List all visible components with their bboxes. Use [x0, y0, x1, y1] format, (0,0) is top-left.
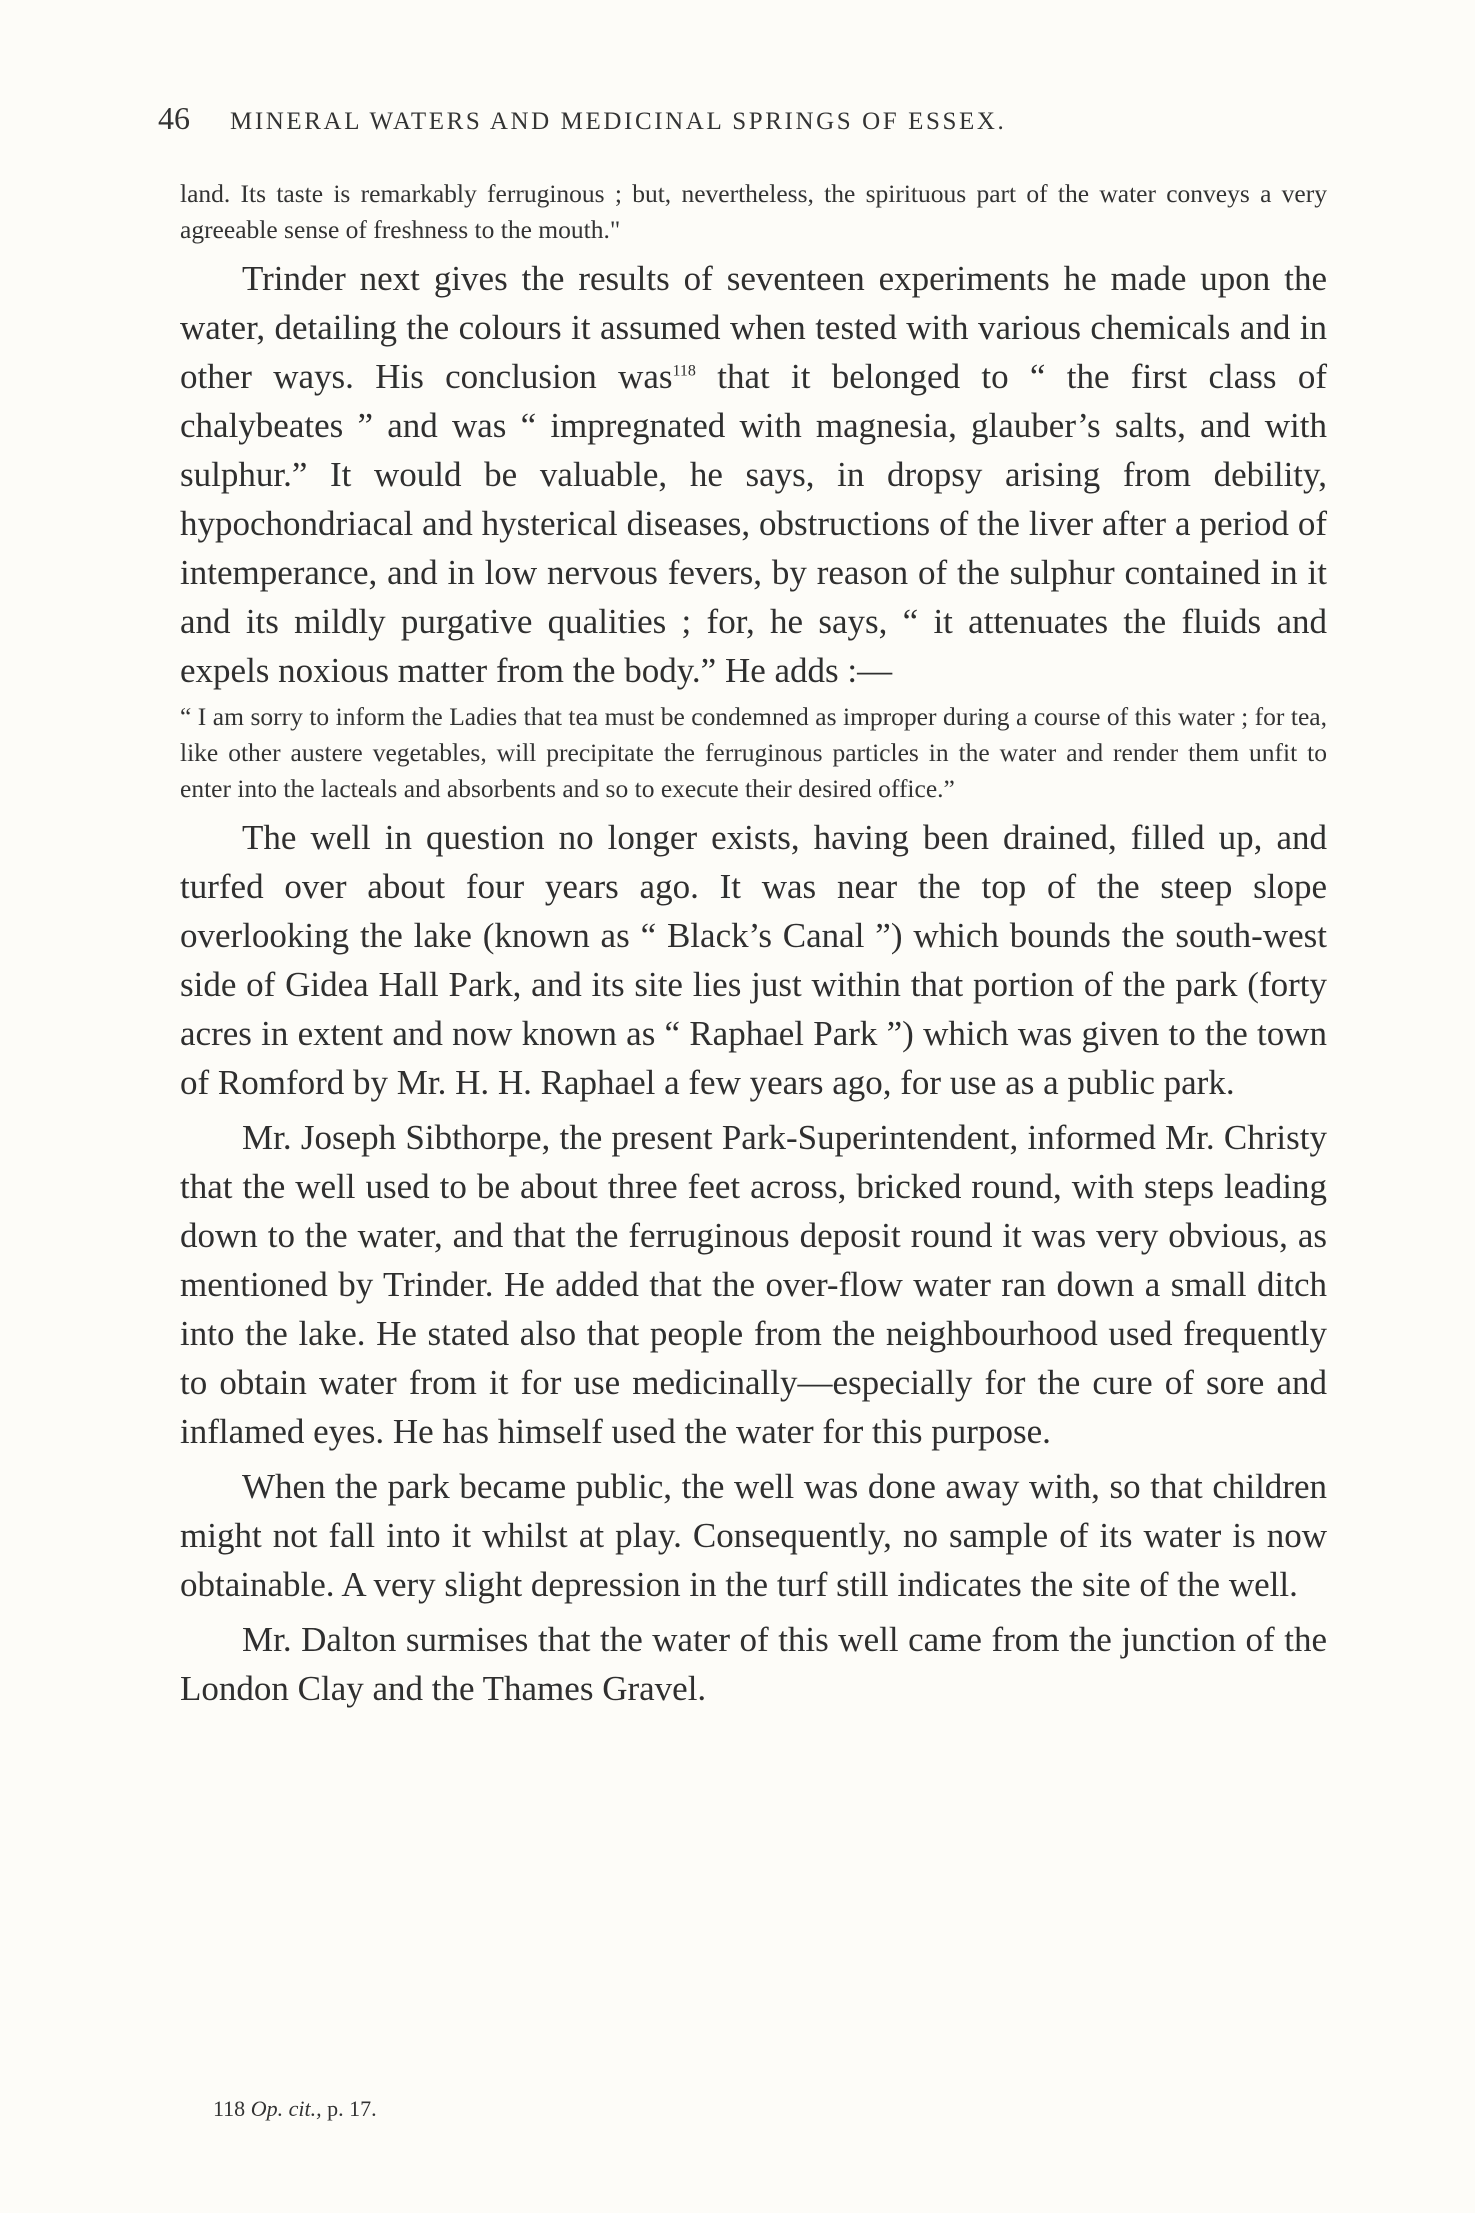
paragraph-sibthorpe: Mr. Joseph Sibthorpe, the present Park-Superintendent, informed Mr. Christy that the well used to be about three feet across, bricked round, with steps leading down to the water, and that the ferruginous deposit round it was very obvious, as mentioned by Trinder. He added that the over-flow water ran down a small ditch into the lake. He stated also that people from the neighbourhood used frequently to obtain water from it for use medicinally—especially for the cure of sore and inflamed eyes. He has himself used the water for this purpose.: [180, 1118, 1327, 1451]
paragraph-trinder-experiments: [180, 254, 1327, 695]
running-header: [158, 100, 1228, 137]
footnote-page: p. 17.: [327, 2096, 377, 2121]
footnote-source: Op. cit.,: [250, 2096, 322, 2121]
paragraph-text: Trinder next gives the results of seventeen experiments he made upon the water, detailing the colours it assumed when tested with various chemicals and in other ways. His conclusion was: [180, 259, 1327, 396]
continued-quote: land. Its taste is remarkably ferruginous ; but, nevertheless, the spirituous part of the water conveys a very agreeable sense of freshness to the mouth.": [180, 179, 1327, 244]
footnote-ref: 118: [672, 362, 696, 380]
block-quote: “ I am sorry to inform the Ladies that tea must be condemned as improper during a course of this water ; for tea, like other austere vegetables, will precipitate the ferruginous particles in the water and render them unfit to enter into the lacteals and absorbents and so to execute their desired office.”: [180, 702, 1327, 803]
paragraph-text: that it belonged to “ the first class of chalybeates ” and was “ impregnated with magnesia, glauber’s salts, and with sulphur.” It would be valuable, he says, in dropsy arising from debility, hypochondriacal and hysterical diseases, obstructions of the liver after a period of intemperance, and in low nervous fevers, by reason of the sulphur contained in it and its mildly purgative qualities ; for, he says, “ it attenuates the fluids and expels noxious matter from the body.” He adds :—: [180, 357, 1327, 690]
page-body: [180, 176, 1327, 1713]
running-title: MINERAL WATERS AND MEDICINAL SPRINGS OF ESSEX.: [230, 108, 1007, 135]
paragraph-dalton: Mr. Dalton surmises that the water of this well came from the junction of the London Clay and the Thames Gravel.: [180, 1620, 1327, 1708]
paragraph-well-history: The well in question no longer exists, having been drained, filled up, and turfed over about four years ago. It was near the top of the steep slope overlooking the lake (known as “ Black’s Canal ”) which bounds the south-west side of Gidea Hall Park, and its site lies just within that portion of the park (forty acres in extent and now known as “ Raphael Park ”) which was given to the town of Romford by Mr. H. H. Raphael a few years ago, for use as a public park.: [180, 818, 1327, 1102]
footnote: [213, 2096, 377, 2122]
paragraph-park-public: When the park became public, the well was done away with, so that children might not fall into it whilst at play. Consequently, no sample of its water is now obtainable. A very slight depression in the turf still indicates the site of the well.: [180, 1467, 1327, 1604]
footnote-number: 118: [213, 2096, 246, 2121]
page-number: 46: [158, 100, 190, 136]
